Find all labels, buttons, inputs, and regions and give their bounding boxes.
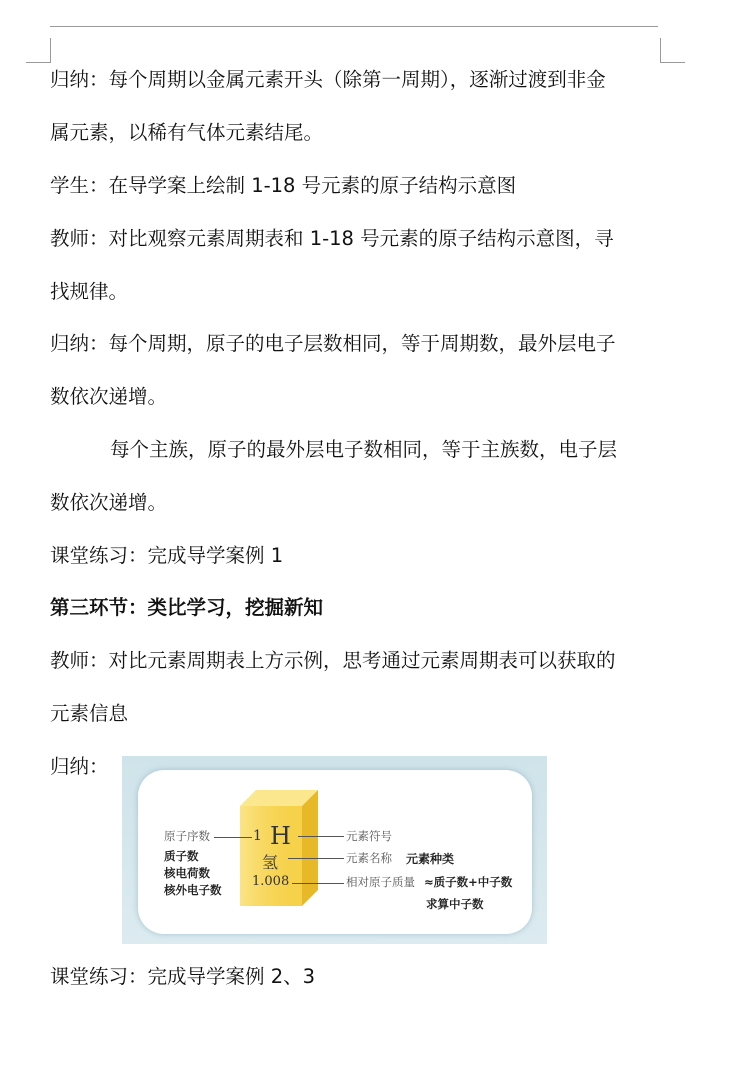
text-line-8: 每个主族，原子的最外层电子数相同，等于主族数，电子层 (110, 438, 618, 461)
element-cell-figure (122, 756, 547, 944)
electron-count-label: 核外电子数 (164, 883, 222, 897)
left-margin-corner-mark (26, 38, 51, 63)
text-line-6: 归纳：每个周期，原子的电子层数相同，等于周期数，最外层电子 (50, 332, 616, 355)
atomic-number-label: 原子序数 (164, 829, 210, 843)
symbol-leader (298, 836, 344, 837)
text-line-5: 找规律。 (50, 280, 129, 303)
text-line-7: 数依次递增。 (50, 385, 168, 408)
text-line-9: 数依次递增。 (50, 491, 168, 514)
section-heading: 第三环节：类比学习，挖掘新知 (50, 596, 324, 619)
mass-leader (292, 883, 344, 884)
right-margin-corner-mark (660, 38, 685, 63)
page-top-border (50, 26, 658, 27)
atomic-number-value: 1 (253, 828, 262, 844)
proton-count-label: 质子数 (164, 849, 199, 863)
text-line-3: 学生：在导学案上绘制 1-18 号元素的原子结构示意图 (50, 174, 517, 197)
neutron-note: 求算中子数 (426, 897, 484, 911)
atomic-number-leader (214, 837, 252, 838)
element-name: 氢 (262, 853, 279, 872)
element-type-label: 元素种类 (406, 852, 455, 866)
text-line-14: 归纳： (50, 755, 109, 778)
name-label: 元素名称 (346, 851, 392, 865)
text-line-2: 属元素，以稀有气体元素结尾。 (50, 121, 324, 144)
text-line-13: 元素信息 (50, 702, 129, 725)
atomic-mass-value: 1.008 (252, 874, 290, 889)
mass-label: 相对原子质量 (346, 875, 415, 889)
nuclear-charge-label: 核电荷数 (164, 866, 210, 880)
name-leader (288, 858, 344, 859)
text-line-15: 课堂练习：完成导学案例 2、3 (50, 965, 316, 988)
text-line-12: 教师：对比元素周期表上方示例，思考通过元素周期表可以获取的 (50, 649, 616, 672)
mass-formula: ≈质子数+中子数 (424, 875, 513, 889)
element-symbol: H (270, 822, 291, 850)
text-line-1: 归纳：每个周期以金属元素开头（除第一周期），逐渐过渡到非金 (50, 68, 606, 91)
text-line-4: 教师：对比观察元素周期表和 1-18 号元素的原子结构示意图，寻 (50, 227, 614, 250)
symbol-label: 元素符号 (346, 829, 392, 843)
text-line-10: 课堂练习：完成导学案例 1 (50, 544, 284, 567)
